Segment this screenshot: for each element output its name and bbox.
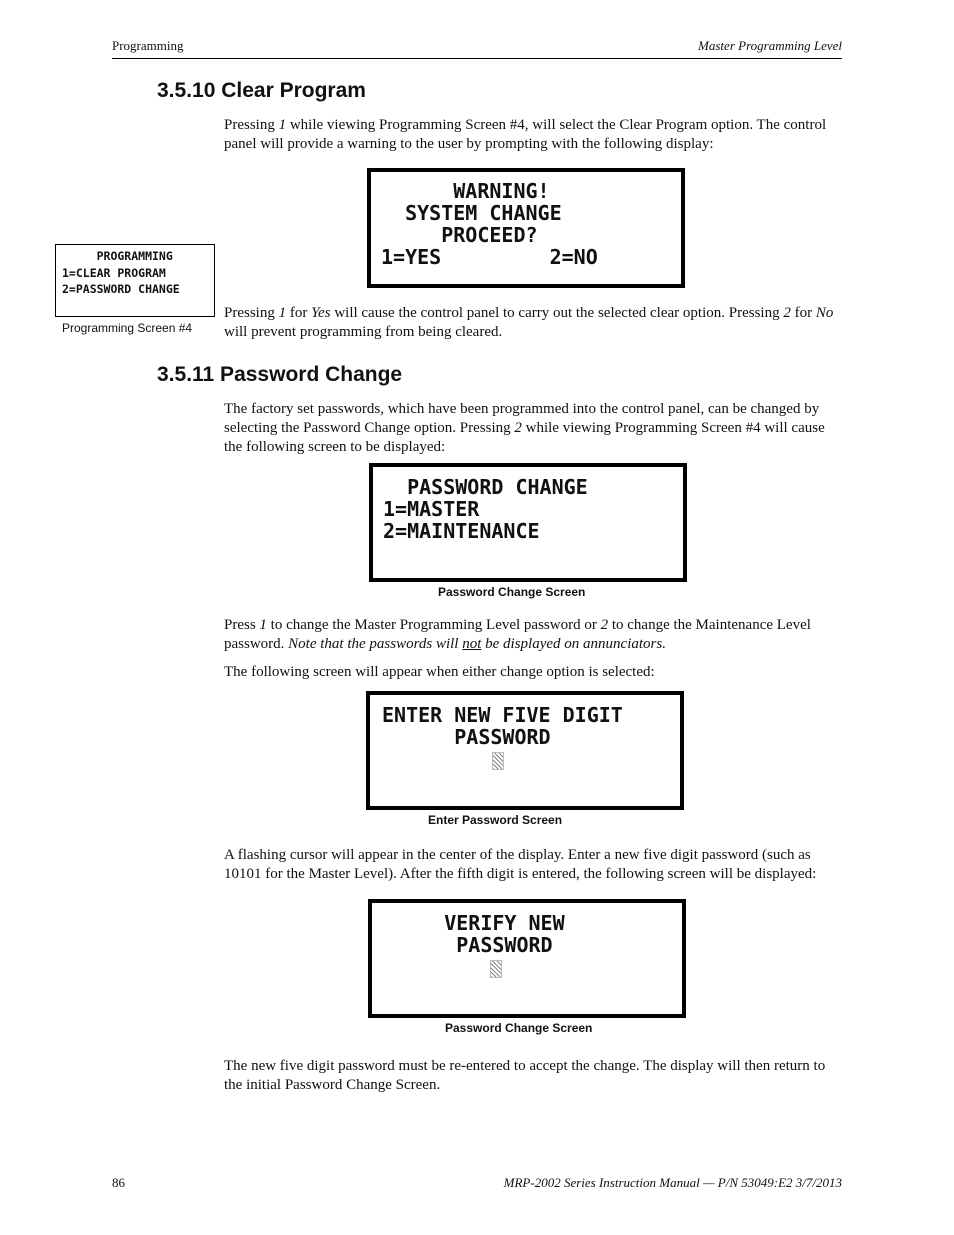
header-left: Programming: [112, 38, 184, 53]
enter-password-caption: Enter Password Screen: [428, 813, 563, 827]
header-right: Master Programming Level: [698, 38, 842, 53]
lcd-line: 1=YES 2=NO: [381, 245, 598, 269]
password-change-lcd-screen: [369, 463, 687, 582]
section-title-password-change: 3.5.11 Password Change: [157, 363, 403, 386]
enter-password-lcd-screen: [366, 691, 684, 810]
lcd-line: 1=MASTER: [383, 497, 480, 521]
verify-password-lcd-screen: [368, 899, 686, 1018]
verify-password-caption: Password Change Screen: [445, 1021, 593, 1035]
reenter-password-text: The new five digit password must be re-entered to accept the change. The display will then return to the initial Password Change Screen.: [224, 1058, 826, 1093]
page-number: 86: [112, 1175, 125, 1190]
password-change-caption: Password Change Screen: [438, 585, 586, 599]
lcd-line: PROCEED?: [381, 223, 538, 247]
change-option-text: The following screen will appear when either change option is selected:: [224, 664, 655, 680]
programming-screen-caption: Programming Screen #4: [62, 321, 193, 335]
lcd-line: 2=PASSWORD CHANGE: [62, 282, 180, 296]
lcd-line: SYSTEM CHANGE: [381, 201, 562, 225]
password-change-instructions: Press 1 to change the Master Programming Level password or 2 to change the Maintenance Level password. Note that the passwords will not be displayed on annunciators.: [224, 617, 811, 652]
flashing-cursor-text: A flashing cursor will appear in the center of the display. Enter a new five digit password (such as 10101 for the Master Level). After the fifth digit is entered, the following screen will be displayed:: [224, 847, 817, 882]
lcd-line: PASSWORD: [382, 725, 551, 749]
section-title-clear-program: 3.5.10 Clear Program: [157, 79, 366, 102]
lcd-line: PASSWORD CHANGE: [383, 475, 588, 499]
lcd-line: WARNING!: [381, 179, 550, 203]
flashing-cursor-icon: [492, 752, 504, 770]
lcd-line: PROGRAMMING: [62, 249, 173, 263]
clear-program-intro: Pressing 1 while viewing Programming Screen #4, will select the Clear Program option. The control panel will provide a warning to the user by prompting with the following display:: [224, 117, 827, 152]
lcd-line: 2=MAINTENANCE: [383, 519, 540, 543]
footer-manual-info: MRP-2002 Series Instruction Manual — P/N 53049:E2 3/7/2013: [503, 1175, 842, 1190]
lcd-line: VERIFY NEW: [384, 911, 565, 935]
flashing-cursor-icon: [490, 960, 502, 978]
lcd-line: PASSWORD: [384, 933, 553, 957]
lcd-line: ENTER NEW FIVE DIGIT: [382, 703, 623, 727]
warning-lcd-screen: [367, 168, 685, 288]
lcd-line: 1=CLEAR PROGRAM: [62, 266, 166, 280]
password-change-intro: The factory set passwords, which have been programmed into the control panel, can be changed by selecting the Password Change option. Pressing 2 while viewing Programming Screen #4 will cause the following screen to be displayed:: [224, 401, 825, 455]
clear-program-options: Pressing 1 for Yes will cause the control panel to carry out the selected clear option. Pressing 2 for No will prevent programming from being cleared.: [224, 305, 834, 340]
header-rule: [112, 58, 842, 59]
programming-screen-4: [55, 244, 215, 317]
